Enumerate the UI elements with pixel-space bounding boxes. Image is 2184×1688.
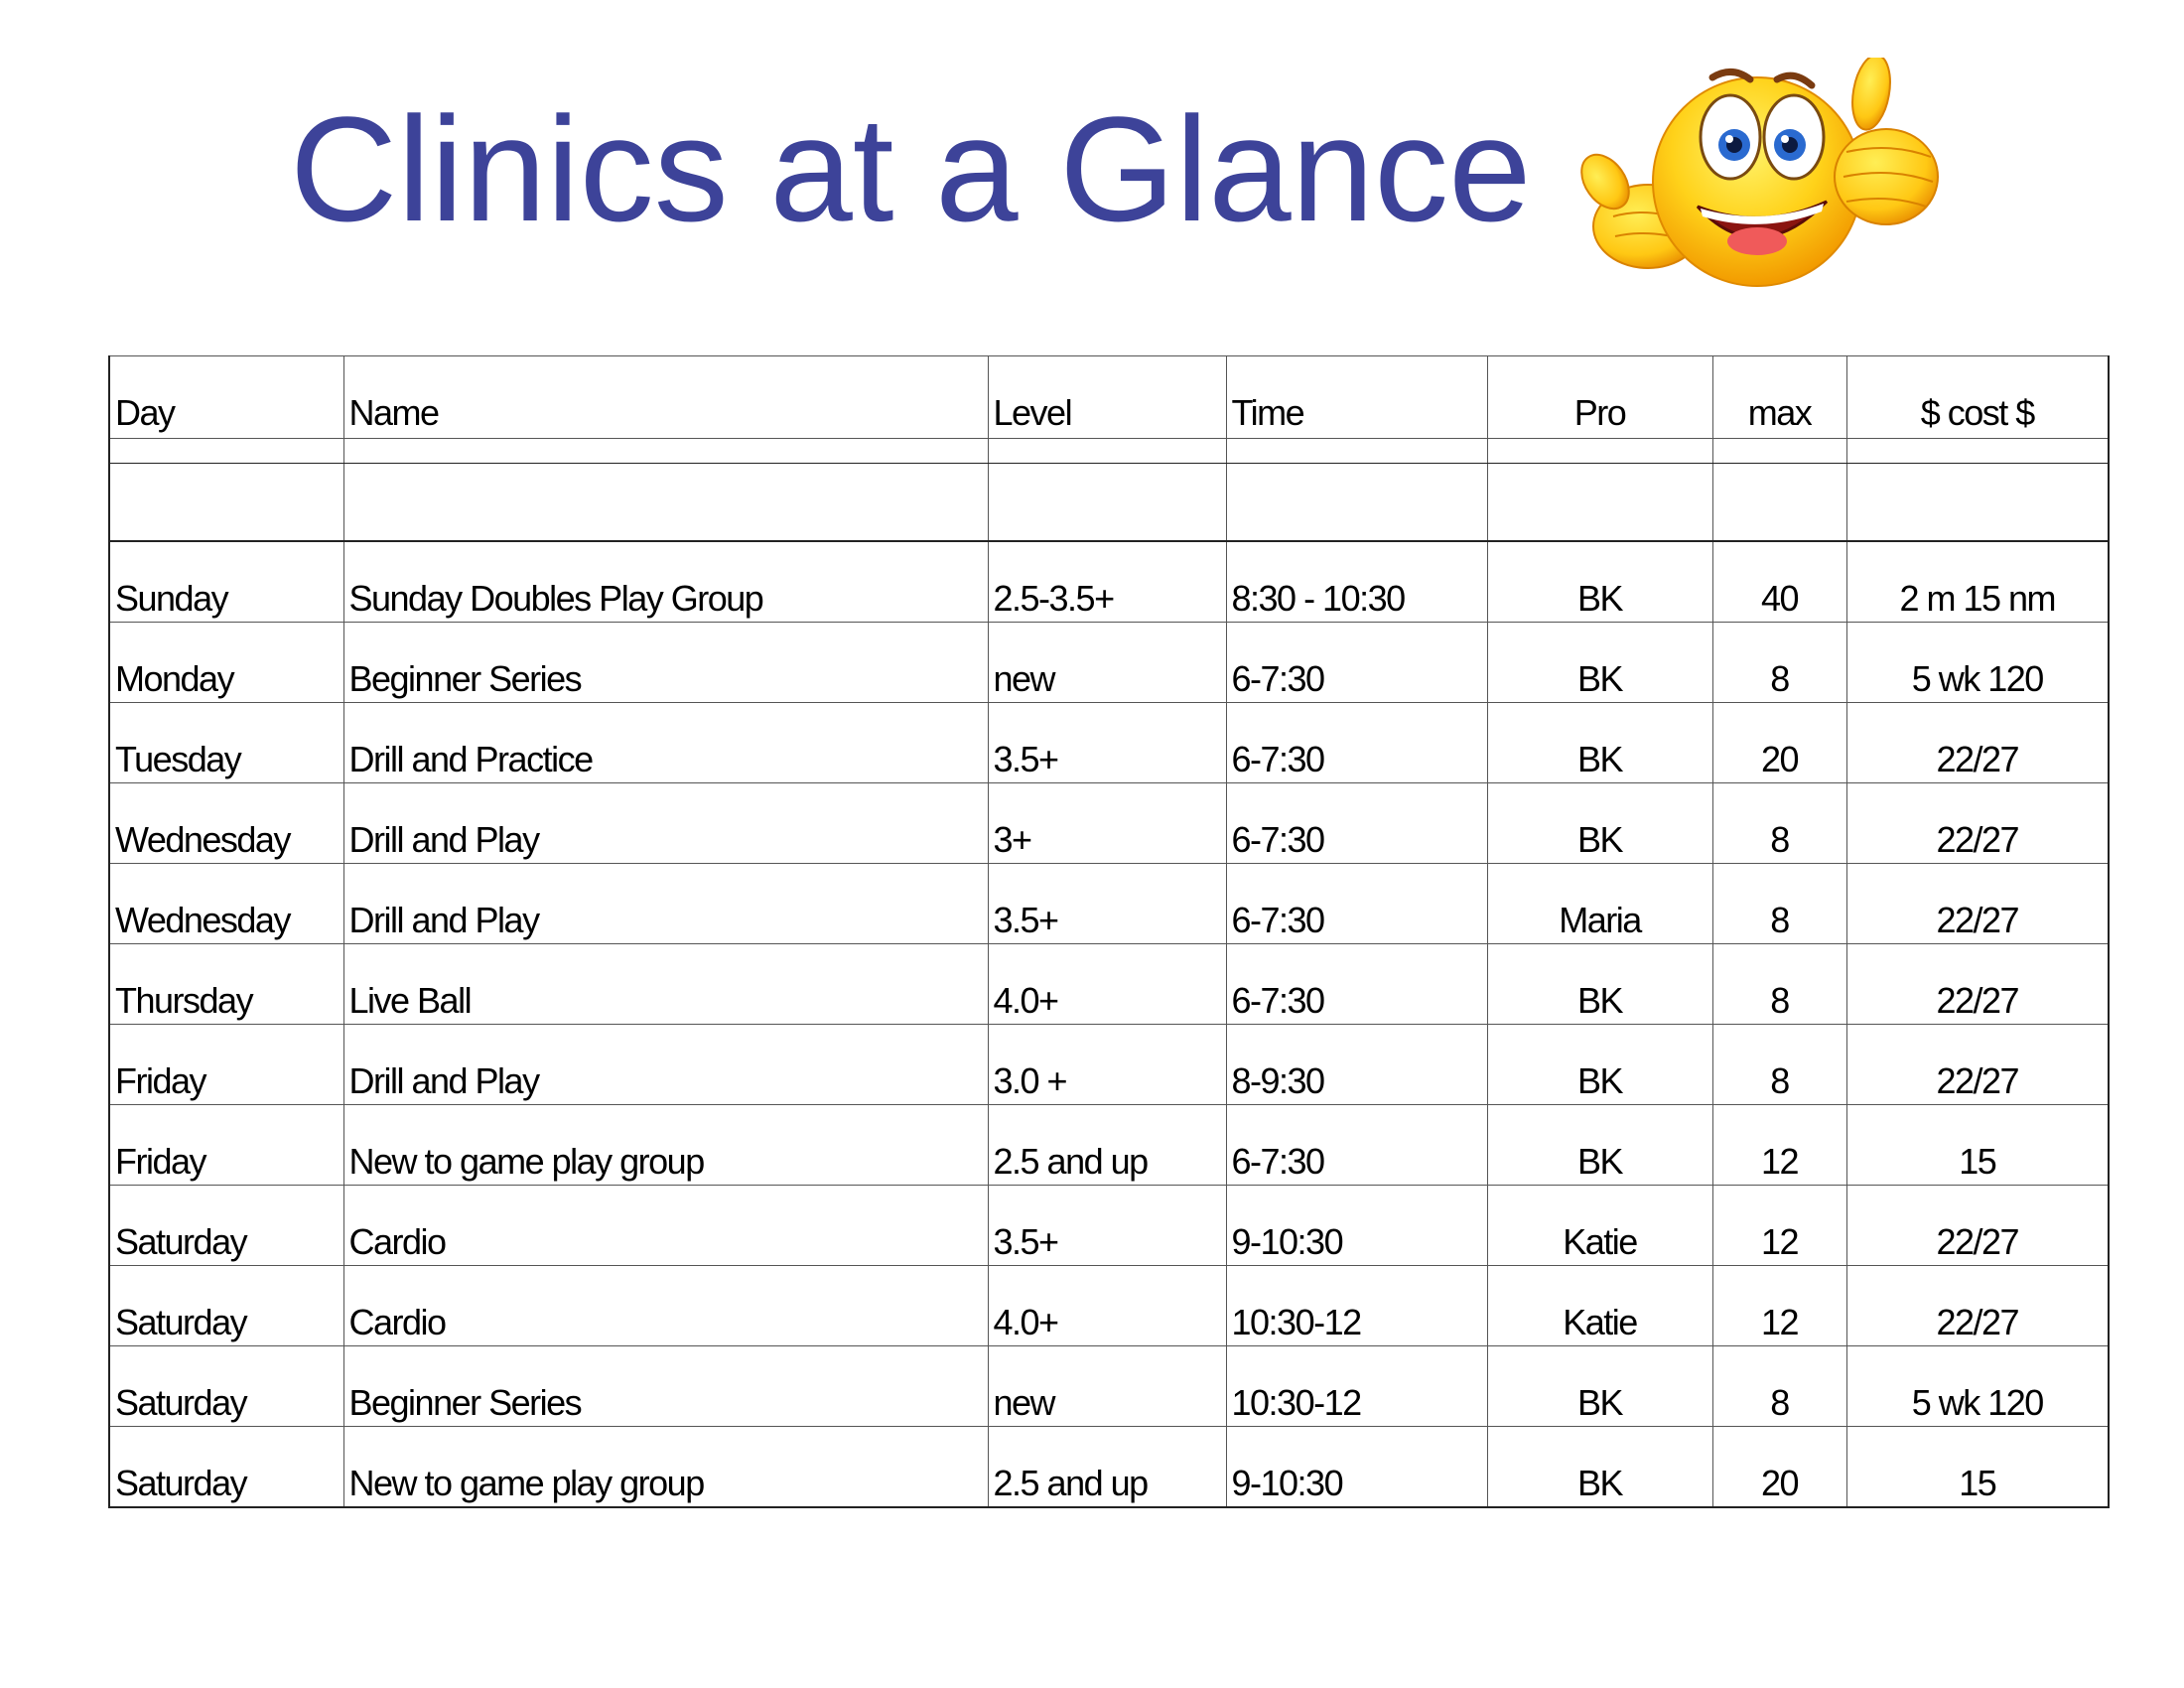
cell-day: Saturday: [109, 1346, 343, 1427]
page-title: Clinics at a Glance: [290, 85, 1532, 252]
cell-level: 3.0 +: [988, 1025, 1226, 1105]
header-name: Name: [343, 356, 988, 439]
cell-cost: 2 m 15 nm: [1846, 541, 2109, 623]
cell-clinic-name: Beginner Series: [343, 623, 988, 703]
cell-time: 8-9:30: [1226, 1025, 1487, 1105]
cell-day: Monday: [109, 623, 343, 703]
cell-level: 2.5 and up: [988, 1105, 1226, 1186]
cell-level: 3+: [988, 783, 1226, 864]
cell-clinic-name: Drill and Play: [343, 1025, 988, 1105]
cell-level: 2.5-3.5+: [988, 541, 1226, 623]
empty-cell: [988, 464, 1226, 542]
table-row: [109, 703, 2109, 783]
cell-level: 2.5 and up: [988, 1427, 1226, 1508]
cell-time: 6-7:30: [1226, 944, 1487, 1025]
cell-level: 3.5+: [988, 703, 1226, 783]
cell-day: Wednesday: [109, 783, 343, 864]
cell-pro: BK: [1487, 1346, 1712, 1427]
empty-cell: [1226, 439, 1487, 464]
empty-cell: [343, 464, 988, 542]
cell-day: Saturday: [109, 1186, 343, 1266]
cell-pro: BK: [1487, 541, 1712, 623]
cell-day: Thursday: [109, 944, 343, 1025]
cell-time: 9-10:30: [1226, 1186, 1487, 1266]
table-row: [109, 623, 2109, 703]
table-row: [109, 1186, 2109, 1266]
table-row: [109, 1025, 2109, 1105]
cell-time: 9-10:30: [1226, 1427, 1487, 1508]
cell-pro: Maria: [1487, 864, 1712, 944]
cell-cost: 22/27: [1846, 864, 2109, 944]
empty-cell: [109, 464, 343, 542]
cell-day: Wednesday: [109, 864, 343, 944]
empty-cell: [109, 439, 343, 464]
cell-day: Saturday: [109, 1266, 343, 1346]
table-row: [109, 541, 2109, 623]
empty-cell: [1487, 464, 1712, 542]
cell-pro: Katie: [1487, 1266, 1712, 1346]
cell-time: 6-7:30: [1226, 864, 1487, 944]
cell-pro: BK: [1487, 1427, 1712, 1508]
cell-day: Saturday: [109, 1427, 343, 1508]
empty-cell: [1487, 439, 1712, 464]
cell-max: 20: [1712, 703, 1846, 783]
cell-clinic-name: Cardio: [343, 1266, 988, 1346]
cell-cost: 22/27: [1846, 1025, 2109, 1105]
table-row: [109, 783, 2109, 864]
cell-clinic-name: Sunday Doubles Play Group: [343, 541, 988, 623]
header-pro: Pro: [1487, 356, 1712, 439]
cell-max: 8: [1712, 623, 1846, 703]
cell-level: 3.5+: [988, 1186, 1226, 1266]
empty-cell: [1846, 464, 2109, 542]
cell-cost: 22/27: [1846, 944, 2109, 1025]
cell-clinic-name: New to game play group: [343, 1105, 988, 1186]
header-max: max: [1712, 356, 1846, 439]
header-level: Level: [988, 356, 1226, 439]
thumbs-up-smiley-emoji-icon: [1573, 58, 1951, 296]
cell-max: 8: [1712, 944, 1846, 1025]
cell-level: 4.0+: [988, 1266, 1226, 1346]
cell-level: 3.5+: [988, 864, 1226, 944]
cell-max: 20: [1712, 1427, 1846, 1508]
empty-cell: [1712, 464, 1846, 542]
cell-pro: BK: [1487, 783, 1712, 864]
table-row: [109, 1346, 2109, 1427]
empty-cell: [1712, 439, 1846, 464]
cell-pro: BK: [1487, 1025, 1712, 1105]
cell-cost: 5 wk 120: [1846, 1346, 2109, 1427]
cell-time: 10:30-12: [1226, 1346, 1487, 1427]
cell-level: 4.0+: [988, 944, 1226, 1025]
table-row: [109, 864, 2109, 944]
table-row: [109, 1427, 2109, 1508]
cell-cost: 22/27: [1846, 1186, 2109, 1266]
cell-pro: Katie: [1487, 1186, 1712, 1266]
cell-day: Tuesday: [109, 703, 343, 783]
cell-max: 12: [1712, 1105, 1846, 1186]
header-cost: $ cost $: [1846, 356, 2109, 439]
table-header-row: [109, 356, 2109, 439]
cell-time: 6-7:30: [1226, 1105, 1487, 1186]
cell-max: 12: [1712, 1186, 1846, 1266]
cell-level: new: [988, 1346, 1226, 1427]
cell-cost: 15: [1846, 1427, 2109, 1508]
clinics-schedule-table: [108, 355, 2110, 1508]
cell-day: Friday: [109, 1025, 343, 1105]
cell-max: 8: [1712, 783, 1846, 864]
cell-cost: 5 wk 120: [1846, 623, 2109, 703]
cell-cost: 22/27: [1846, 783, 2109, 864]
spacer-row: [109, 439, 2109, 464]
cell-cost: 22/27: [1846, 1266, 2109, 1346]
header-time: Time: [1226, 356, 1487, 439]
header-day: Day: [109, 356, 343, 439]
cell-time: 6-7:30: [1226, 783, 1487, 864]
cell-max: 8: [1712, 1346, 1846, 1427]
cell-time: 8:30 - 10:30: [1226, 541, 1487, 623]
cell-day: Sunday: [109, 541, 343, 623]
cell-level: new: [988, 623, 1226, 703]
cell-clinic-name: Beginner Series: [343, 1346, 988, 1427]
table-row: [109, 1105, 2109, 1186]
cell-time: 6-7:30: [1226, 623, 1487, 703]
cell-time: 6-7:30: [1226, 703, 1487, 783]
cell-clinic-name: Live Ball: [343, 944, 988, 1025]
cell-clinic-name: New to game play group: [343, 1427, 988, 1508]
empty-cell: [988, 439, 1226, 464]
blank-row: [109, 464, 2109, 542]
table-row: [109, 1266, 2109, 1346]
cell-cost: 22/27: [1846, 703, 2109, 783]
empty-cell: [1226, 464, 1487, 542]
table-row: [109, 944, 2109, 1025]
cell-pro: BK: [1487, 944, 1712, 1025]
cell-clinic-name: Drill and Practice: [343, 703, 988, 783]
empty-cell: [343, 439, 988, 464]
cell-time: 10:30-12: [1226, 1266, 1487, 1346]
cell-cost: 15: [1846, 1105, 2109, 1186]
cell-max: 8: [1712, 864, 1846, 944]
cell-pro: BK: [1487, 1105, 1712, 1186]
cell-pro: BK: [1487, 703, 1712, 783]
cell-max: 8: [1712, 1025, 1846, 1105]
cell-max: 12: [1712, 1266, 1846, 1346]
empty-cell: [1846, 439, 2109, 464]
cell-clinic-name: Drill and Play: [343, 864, 988, 944]
cell-day: Friday: [109, 1105, 343, 1186]
cell-max: 40: [1712, 541, 1846, 623]
cell-clinic-name: Cardio: [343, 1186, 988, 1266]
cell-pro: BK: [1487, 623, 1712, 703]
cell-clinic-name: Drill and Play: [343, 783, 988, 864]
